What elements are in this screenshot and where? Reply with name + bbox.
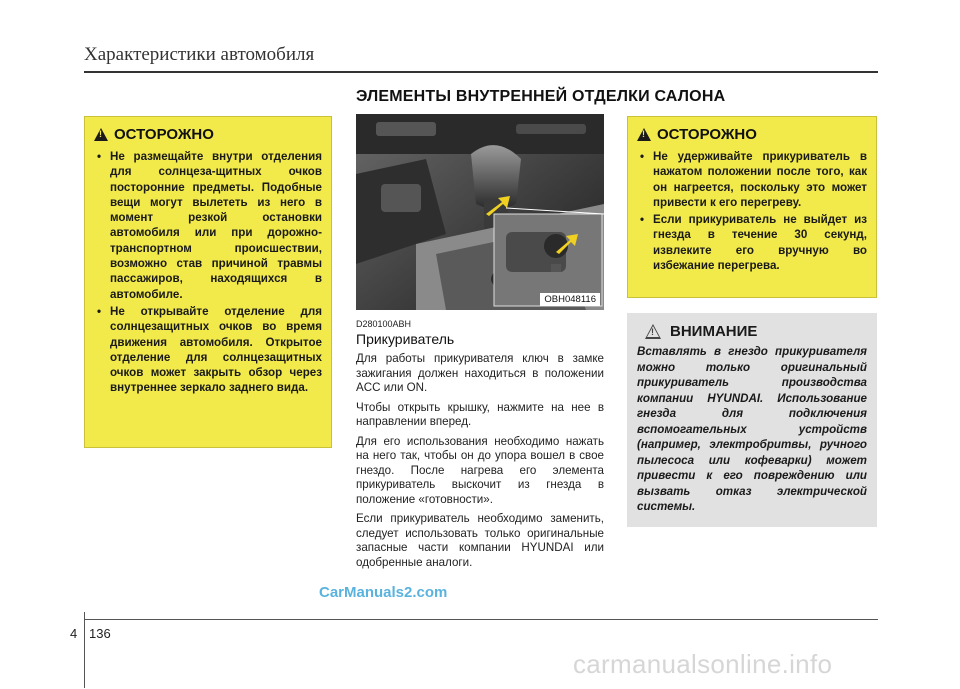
document-code: D280100ABH [356,319,412,329]
page-number: 136 [89,626,111,641]
notice-title-text: ВНИМАНИЕ [670,323,758,340]
warning-list-left [94,149,322,396]
warning-title-text: ОСТОРОЖНО [657,126,757,143]
warning-list-right [637,149,867,273]
notice-title [645,323,867,340]
header-rule [84,71,878,73]
chapter-number: 4 [70,626,78,641]
photo-code: OBH048116 [540,293,600,306]
warning-box-left [84,116,332,448]
warning-triangle-icon [637,128,651,141]
body-paragraph: Для работы прикуривателя ключ в замке зажигания должен находиться в положении ACC или ON. [356,352,604,394]
notice-text: Вставлять в гнездо прикуривателя можно только оригинальный прикуриватель производства компании HYUNDAI. Использование гнезда для подключения вспомогательных устройств (например, электробритвы, ручного пылесоса или кофеварки) может привести к его повреждению или вызвать отказ электрической системы. [637,345,867,513]
warning-triangle-icon [94,128,108,141]
page-header-title: Характеристики автомобиля [84,44,315,65]
warning-item: • Не удерживайте прикуриватель в нажатом положении после того, как он нагреется, поскольку это может привести к его перегреву. [637,149,867,210]
cigarette-lighter-photo [356,114,604,310]
warning-box-right [627,116,877,298]
caution-triangle-icon [645,324,661,339]
warning-title-right [637,126,867,143]
warning-item: • Если прикуриватель не выйдет из гнезда в течение 30 секунд, извлеките его вручную во избежание перегрева. [637,212,867,273]
body-paragraph: Если прикуриватель необходимо заменить, следует использовать только оригинальные запасные части компании HYUNDAI или одобренные аналоги. [356,512,604,569]
footer-divider [84,612,85,688]
body-paragraph: Для его использования необходимо нажать на него так, чтобы он до упора вошел в свое гнездо. После нагрева его элемента прикуриватель выскочит из гнезда в положение «готовности». [356,434,604,506]
body-paragraph: Чтобы открыть крышку, нажмите на нее в направлении вперед. [356,400,604,428]
footer-rule [84,619,878,620]
subsection-title: Прикуриватель [356,331,455,347]
site-watermark[interactable]: CarManuals2.com [319,584,448,601]
footer-watermark: carmanualsonline.info [573,649,833,679]
section-title: ЭЛЕМЕНТЫ ВНУТРЕННЕЙ ОТДЕЛКИ САЛОНА [356,88,726,105]
warning-item: • Не размещайте внутри отделения для солнцеза-щитных очков посторонние предметы. Подобные вещи могут вылететь из него в момент резкой остановки автомобиля или при дорожно-транспортном происшествии, возможно став причиной травмы пассажиров, находящихся в автомобиле. [94,149,322,302]
console-illustration [356,114,604,310]
warning-item: • Не открывайте отделение для солнцезащитных очков во время движения автомобиля. Открытое отделение для солнцезащитных очков может закрыть обзор через внутреннее зеркало заднего вида. [94,304,322,396]
notice-box [627,313,877,527]
warning-title-left [94,126,322,143]
body-text [356,352,604,575]
warning-title-text: ОСТОРОЖНО [114,126,214,143]
